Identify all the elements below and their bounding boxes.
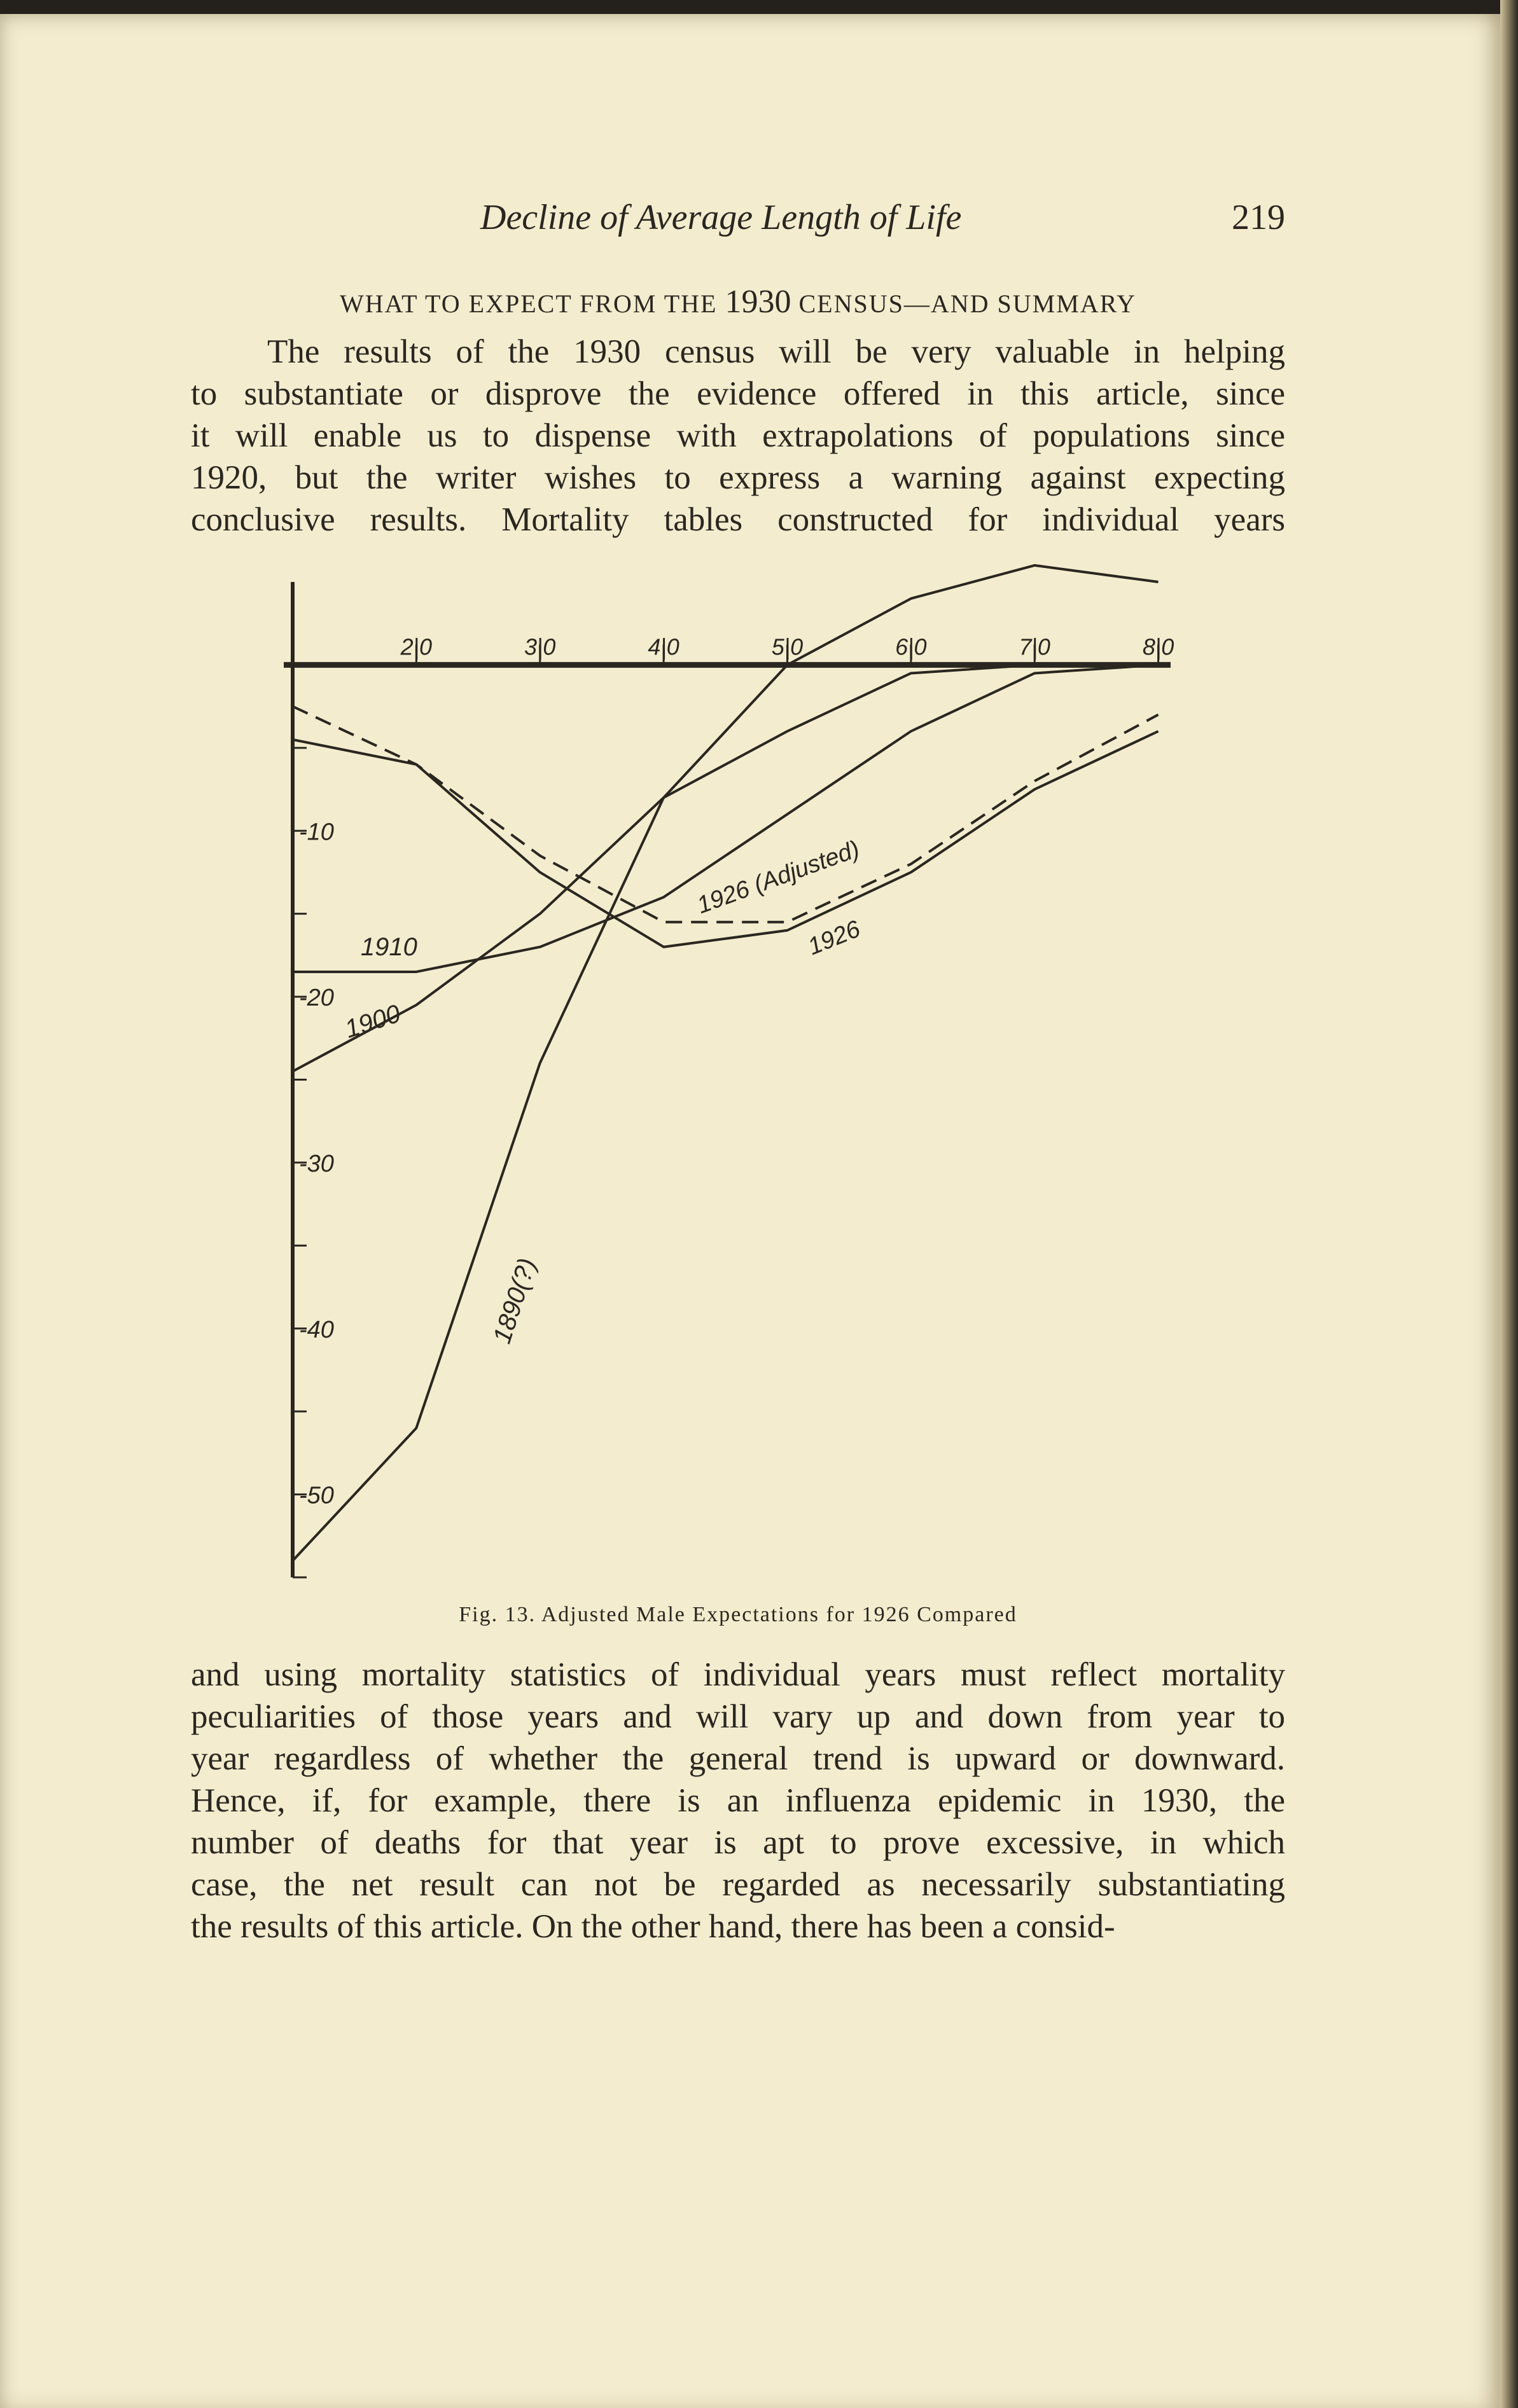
y-tick-label: -20 xyxy=(299,985,334,1012)
x-tick-label: 5|0 xyxy=(771,633,804,660)
series-label-1926: 1926 xyxy=(804,915,865,961)
figure-caption xyxy=(191,1603,1285,1627)
paragraph-line: Hence, if, for example, there is an influenza epidemic in 1930, the xyxy=(191,1782,1285,1819)
figure-13-chart xyxy=(280,560,1196,1603)
series-label-1900: 1900 xyxy=(341,999,404,1044)
series-line-1910 xyxy=(293,665,1159,972)
y-tick-label: -10 xyxy=(299,819,334,846)
running-head xyxy=(191,191,1285,242)
page-number: 219 xyxy=(1232,198,1285,237)
page-right-edge xyxy=(1500,0,1518,2408)
figure-caption-text: Adjusted Male Expectations for 1926 Compared xyxy=(541,1603,1017,1626)
series-label-1910: 1910 xyxy=(360,932,417,961)
series-line-1890 xyxy=(293,565,1159,1561)
series-label-1926-adjusted: 1926 (Adjusted) xyxy=(693,835,863,920)
paragraph-line: number of deaths for that year is apt to prove excessive, in which xyxy=(191,1824,1285,1861)
paragraph-line: case, the net result can not be regarded as necessarily substantiating xyxy=(191,1866,1285,1903)
series-line-1900 xyxy=(293,665,1159,1071)
running-title: Decline of Average Length of Life xyxy=(480,198,962,237)
paragraph-line: The results of the 1930 census will be very valuable in helping xyxy=(267,333,1285,370)
y-tick-label: -30 xyxy=(299,1150,334,1177)
paragraph-1 xyxy=(191,331,1285,541)
series-label-1890: 1890(?) xyxy=(487,1254,542,1347)
x-tick-label: 2|0 xyxy=(400,633,433,660)
page-top-edge xyxy=(0,0,1518,14)
section-heading-prefix: WHAT TO EXPECT FROM THE xyxy=(339,289,718,318)
paragraph-line: year regardless of whether the general trend is upward or downward. xyxy=(191,1740,1285,1777)
x-tick-label: 7|0 xyxy=(1019,633,1050,660)
paragraph-line: conclusive results. Mortality tables constructed for individual years xyxy=(191,501,1285,538)
paragraph-line: 1920, but the writer wishes to express a warning against expecting xyxy=(191,459,1285,496)
x-tick-label: 4|0 xyxy=(648,633,679,660)
paragraph-line: peculiarities of those years and will vary up and down from year to xyxy=(191,1698,1285,1735)
section-heading-suffix: CENSUS—AND SUMMARY xyxy=(798,289,1137,318)
paragraph-line: to substantiate or disprove the evidence offered in this article, since xyxy=(191,375,1285,412)
y-tick-label: -50 xyxy=(299,1482,334,1509)
paragraph-2 xyxy=(191,1654,1285,1948)
section-heading-year: 1930 xyxy=(725,284,791,320)
x-tick-label: 3|0 xyxy=(524,633,556,660)
paragraph-line: it will enable us to dispense with extrapolations of populations since xyxy=(191,417,1285,454)
y-tick-label: -40 xyxy=(299,1316,334,1343)
x-tick-label: 6|0 xyxy=(895,633,927,660)
x-tick-label: 8|0 xyxy=(1142,633,1174,660)
paragraph-line: the results of this article. On the other hand, there has been a consid- xyxy=(191,1908,1115,1945)
paragraph-line: and using mortality statistics of individual years must reflect mortality xyxy=(191,1656,1285,1693)
figure-number: Fig. 13. xyxy=(459,1603,536,1626)
section-heading xyxy=(191,283,1285,321)
